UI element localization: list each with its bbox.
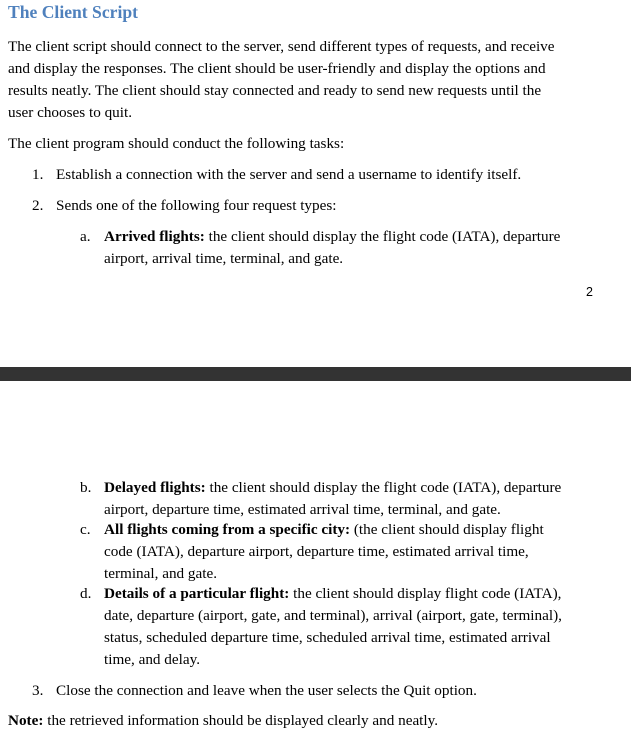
sub-item-label: Delayed flights: <box>104 479 206 496</box>
intro-line-1: The client script should connect to the server, send different types of requests, and receive <box>8 38 555 55</box>
sub-item-text: airport, arrival time, terminal, and gate. <box>104 250 344 267</box>
sub-item-label: All flights coming from a specific city: <box>104 521 351 538</box>
document-page-2 <box>0 381 631 733</box>
sub-item-letter: d. <box>80 585 92 602</box>
sub-item-label: Arrived flights: <box>104 228 205 245</box>
sub-item-text: status, scheduled departure time, scheduled arrival time, estimated arrival <box>104 629 551 646</box>
sub-item-text: the client should display flight code (IATA), <box>289 585 562 602</box>
intro-line-3: results neatly. The client should stay connected and ready to send new requests until the <box>8 82 542 99</box>
sub-item-text: terminal, and gate. <box>104 565 218 582</box>
list-item-text: Sends one of the following four request types: <box>56 197 337 214</box>
page-separator <box>0 367 631 381</box>
sub-item-letter: a. <box>80 228 91 245</box>
section-heading: The Client Script <box>8 2 138 22</box>
tasks-intro: The client program should conduct the following tasks: <box>8 135 345 152</box>
note-text: the retrieved information should be displayed clearly and neatly. <box>43 712 439 729</box>
page-number: 2 <box>586 285 593 299</box>
list-number: 2. <box>32 197 44 214</box>
sub-item-text: airport, departure time, estimated arrival time, terminal, and gate. <box>104 501 501 518</box>
sub-item-letter: c. <box>80 521 91 538</box>
list-number: 3. <box>32 682 44 699</box>
sub-item-text: the client should display the flight code (IATA), departure <box>205 479 562 496</box>
sub-item-text: the client should display the flight code (IATA), departure <box>204 228 561 245</box>
list-item-text: Establish a connection with the server and send a username to identify itself. <box>56 166 522 183</box>
sub-item-text: time, and delay. <box>104 651 201 668</box>
intro-line-2: and display the responses. The client should be user-friendly and display the options and <box>8 60 546 77</box>
sub-item-text: date, departure (airport, gate, and terminal), arrival (airport, gate, terminal), <box>104 607 562 624</box>
note-label: Note: <box>8 712 44 729</box>
note <box>8 710 438 732</box>
list-item-text: Close the connection and leave when the user selects the Quit option. <box>56 682 477 699</box>
list-number: 1. <box>32 166 44 183</box>
intro-line-4: user chooses to quit. <box>8 104 133 121</box>
sub-item-text: (the client should display flight <box>350 521 544 538</box>
sub-item-label: Details of a particular flight: <box>104 585 290 602</box>
sub-item-text: code (IATA), departure airport, departure time, estimated arrival time, <box>104 543 529 560</box>
sub-item-letter: b. <box>80 479 92 496</box>
